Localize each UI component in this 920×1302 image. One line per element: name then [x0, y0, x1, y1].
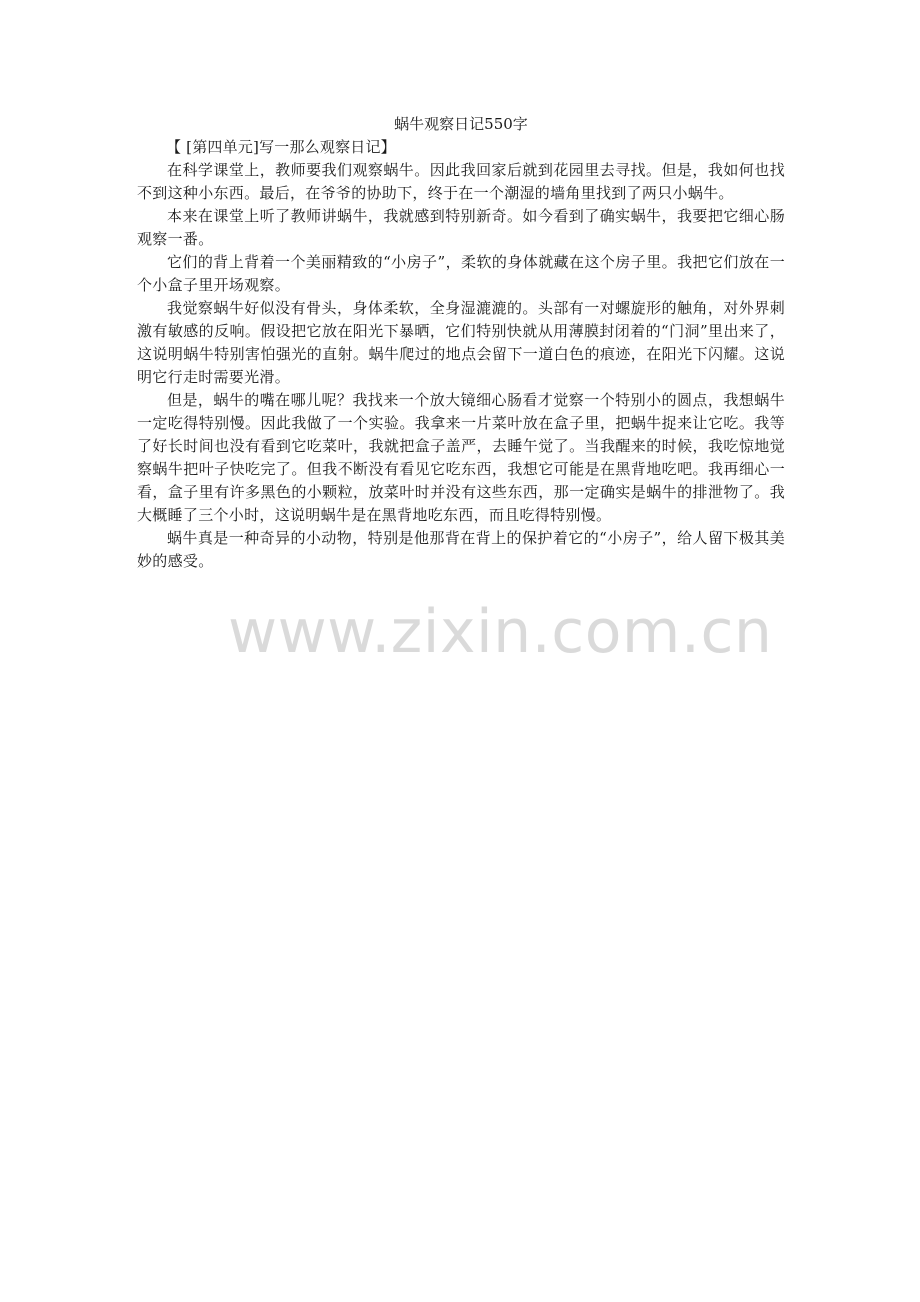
paragraph-1: 在科学课堂上，教师要我们观察蜗牛。因此我回家后就到花园里去寻找。但是，我如何也找不到这种小东西。最后，在爷爷的协助下，终于在一个潮湿的墙角里找到了两只小蜗牛。 [137, 161, 785, 202]
paragraph-3: 它们的背上背着一个美丽精致的“小房子”，柔软的身体就藏在这个房子里。我把它们放在一个小盒子里开场观察。 [137, 253, 785, 294]
watermark: www.zixin.com.cn [228, 597, 773, 667]
document-body [137, 112, 785, 573]
document-title: 蜗牛观察日记550字 [394, 115, 528, 133]
document-subtitle: 【 [第四单元]写一那么观察日记】 [166, 138, 396, 156]
paragraph-5: 但是，蜗牛的嘴在哪儿呢？我找来一个放大镜细心肠看才觉察一个特别小的圆点，我想蜗牛一定吃得特别慢。因此我做了一个实验。我拿来一片菜叶放在盒子里，把蜗牛捉来让它吃。我等了好长时间也没有看到它吃菜叶，我就把盒子盖严，去睡午觉了。当我醒来的时候，我吃惊地觉察蜗牛把叶子快吃完了。但我不断没有看见它吃东西，我想它可能是在黑背地吃吧。我再细心一看，盒子里有许多黑色的小颗粒，放菜叶时并没有这些东西，那一定确实是蜗牛的排泄物了。我大概睡了三个小时，这说明蜗牛是在黑背地吃东西，而且吃得特别慢。 [137, 391, 785, 524]
paragraph-2: 本来在课堂上听了教师讲蜗牛，我就感到特别新奇。如今看到了确实蜗牛，我要把它细心肠观察一番。 [137, 207, 785, 248]
paragraph-6: 蜗牛真是一种奇异的小动物，特别是他那背在背上的保护着它的“小房子”，给人留下极其美妙的感受。 [137, 529, 785, 570]
paragraph-4: 我觉察蜗牛好似没有骨头，身体柔软，全身湿漉漉的。头部有一对螺旋形的触角，对外界刺激有敏感的反响。假设把它放在阳光下暴晒，它们特别快就从用薄膜封闭着的“门洞”里出来了，这说明蜗牛特别害怕强光的直射。蜗牛爬过的地点会留下一道白色的痕迹，在阳光下闪耀。这说明它行走时需要光滑。 [137, 299, 785, 386]
